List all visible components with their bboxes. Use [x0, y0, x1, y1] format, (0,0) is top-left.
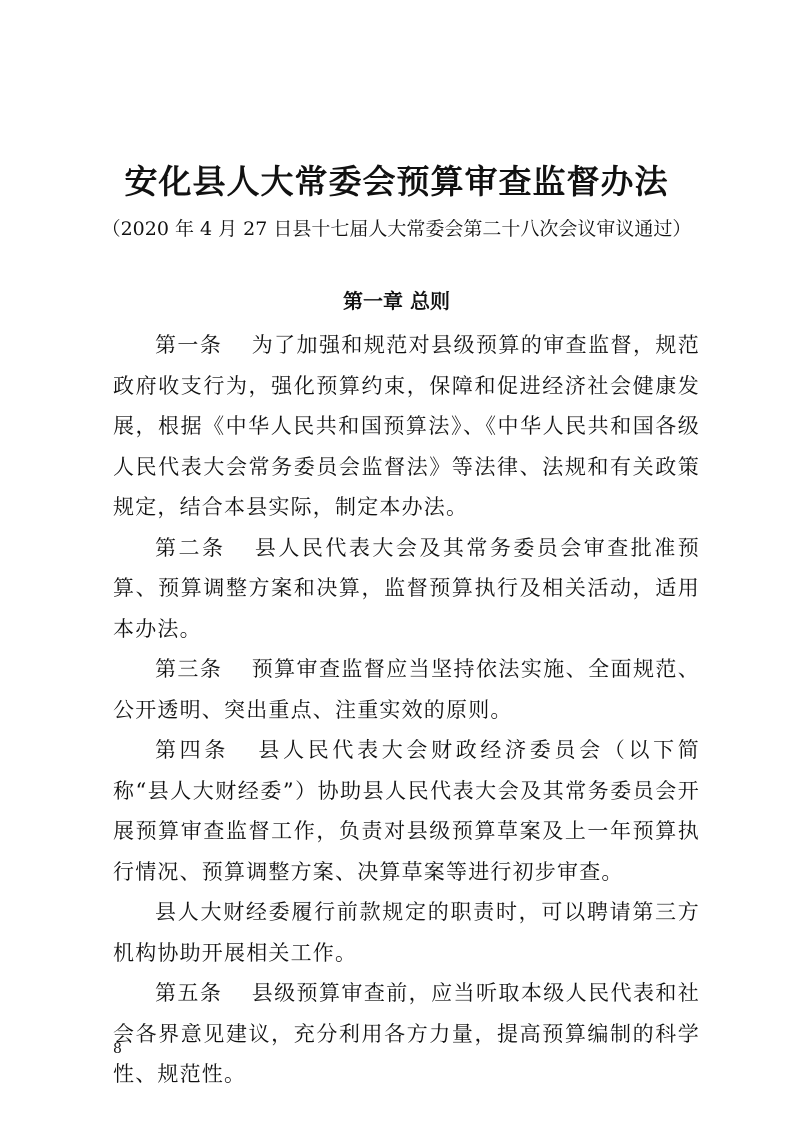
article-5: [113, 973, 700, 1095]
article-4: [113, 730, 700, 892]
article-text: 县级预算审查前，应当听取本级人民代表和社会各界意见建议，充分利用各方力量，提高预算编制的科学性、规范性。: [113, 981, 701, 1086]
article-text: 预算审查监督应当坚持依法实施、全面规范、公开透明、突出重点、注重实效的原则。: [113, 657, 701, 722]
article-number: 第二条: [155, 535, 226, 560]
page-number: 8: [113, 1041, 122, 1057]
article-text: 县人民代表大会财政经济委员会（以下简称“县人大财经委”）协助县人民代表大会及其常务委员会开展预算审查监督工作，负责对县级预算草案及上一年预算执行情况、预算调整方案、决算草案等进行初步审查。: [113, 738, 700, 884]
article-number: 第一条: [155, 333, 223, 357]
article-1: [113, 325, 700, 528]
article-4-paragraph-2: [113, 892, 700, 973]
document-subtitle: （2020 年 4 月 27 日县十七届人大常委会第二十八次会议审议通过）: [101, 218, 692, 240]
article-text: 为了加强和规范对县级预算的审查监督，规范政府收支行为，强化预算约束，保障和促进经济社会健康发展，根据《中华人民共和国预算法》、《中华人民共和国各级人民代表大会常务委员会监督法》等法律、法规和有关政策规定，结合本县实际，制定本办法。: [113, 333, 701, 519]
chapter-heading: 第一章 总则: [343, 289, 450, 313]
article-number: 第四条: [155, 738, 230, 762]
document-title: 安化县人大常委会预算审查监督办法: [124, 162, 669, 201]
article-number: 第三条: [155, 657, 223, 681]
article-text: 县人民代表大会及其常务委员会审查批准预算、预算调整方案和决算，监督预算执行及相关活动，适用本办法。: [113, 535, 700, 641]
article-3: [113, 649, 700, 730]
article-text: 县人大财经委履行前款规定的职责时，可以聘请第三方机构协助开展相关工作。: [113, 900, 700, 965]
document-body: [113, 325, 700, 1095]
article-number: 第五条: [155, 981, 223, 1005]
article-2: [113, 528, 700, 650]
